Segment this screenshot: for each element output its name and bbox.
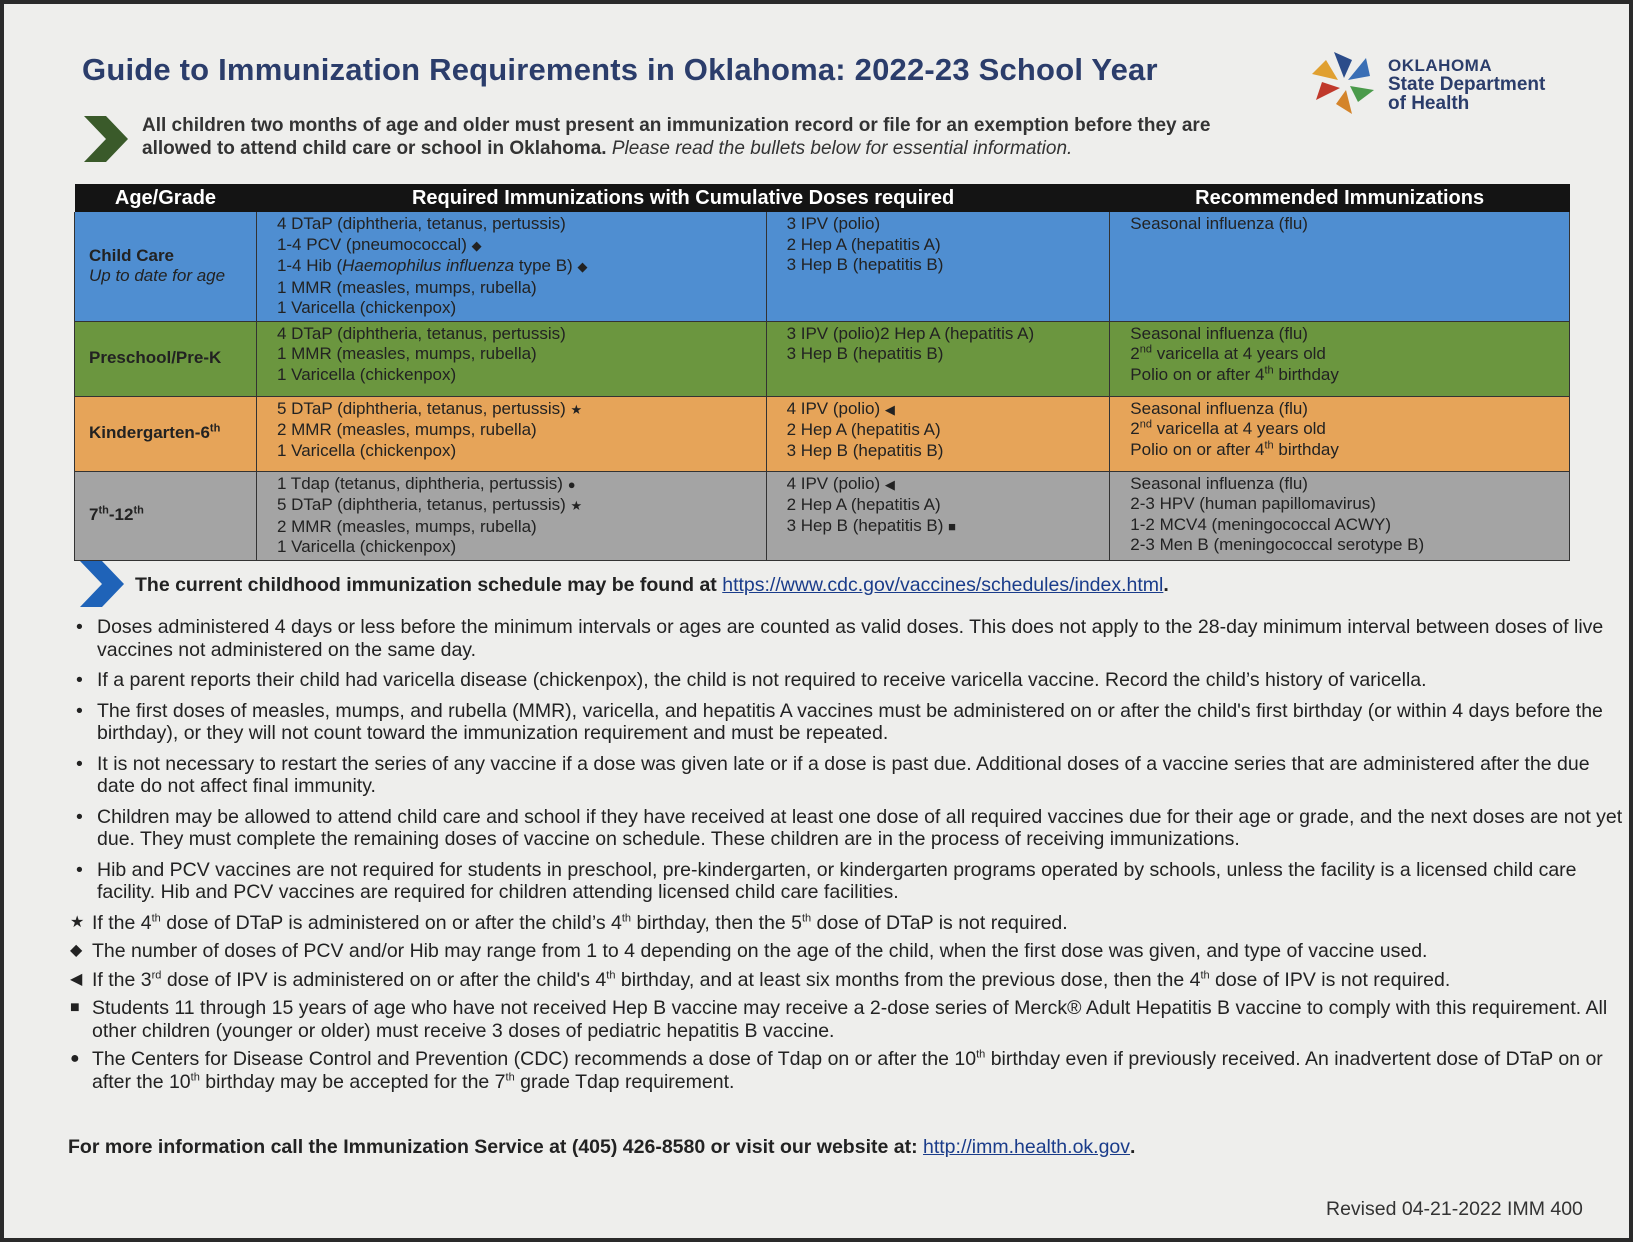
schedule-text: The current childhood immunization schedule may be found at <box>135 574 717 596</box>
required-cell <box>766 212 1110 321</box>
footnote-text: If the 3rd dose of IPV is administered on or after the child's 4th birthday, and at least six months from the previous dose, then the 4th dose of IPV is not required. <box>92 968 1451 991</box>
recommended-item: 2nd varicella at 4 years old <box>1130 343 1326 363</box>
footer-text: For more information call the Immunization Service at (405) 426-8580 or visit our website at: <box>68 1136 918 1158</box>
revision-note: Revised 04-21-2022 IMM 400 <box>1326 1198 1583 1220</box>
vaccine-item: 1 Varicella (chickenpox) <box>276 440 457 460</box>
intro-bold: All children two months of age and older must present an immunization record or file for an exemption before they are allowed to attend child care or school in Oklahoma. <box>142 115 1211 159</box>
vaccine-item: 2 MMR (measles, mumps, rubella) <box>276 516 537 536</box>
header-required: Required Immunizations with Cumulative Doses required <box>256 184 1109 212</box>
vaccine-item: 5 DTaP (diphtheria, tetanus, pertussis) ★ <box>276 398 583 418</box>
logo-line-3: of Health <box>1388 93 1470 114</box>
required-cell <box>256 321 766 396</box>
recommended-item: Polio on or after 4th birthday <box>1130 438 1339 459</box>
logo-line-2: State Department <box>1388 74 1546 95</box>
vaccine-item: 2 Hep A (hepatitis A) <box>786 495 941 514</box>
list-item <box>70 753 1629 798</box>
footnote-symbol-icon: ● <box>70 1050 80 1067</box>
bullet-dot-icon: • <box>76 805 83 828</box>
header-recommended: Recommended Immunizations <box>1110 184 1570 212</box>
footnote-item <box>70 997 1629 1042</box>
bullet-dot-icon: • <box>76 669 83 691</box>
footnote-item <box>70 1048 1629 1093</box>
table-body <box>75 212 1570 560</box>
footnote-symbol-icon: ■ <box>948 518 956 534</box>
list-item <box>70 700 1629 745</box>
vaccine-item: 4 IPV (polio) ◀ <box>786 473 895 493</box>
recommended-cell <box>1110 212 1570 321</box>
vaccine-item: 2 Hep A (hepatitis A) <box>786 234 941 254</box>
vaccine-item: 1-4 PCV (pneumococcal) ◆ <box>276 234 482 254</box>
vaccine-item: 3 Hep B (hepatitis B) ■ <box>786 515 956 535</box>
bullet-dot-icon: • <box>76 752 83 775</box>
footnote-symbol-icon: ◆ <box>577 259 588 274</box>
recommended-item: 2-3 Men B (meningococcal serotype B) <box>1130 535 1425 554</box>
footnote-symbol-icon: ★ <box>570 401 583 417</box>
vaccine-item: 3 IPV (polio)2 Hep A (hepatitis A) <box>786 323 1035 343</box>
age-label: Child Care <box>89 245 175 265</box>
footnote-symbol-icon: ★ <box>70 913 85 931</box>
vaccine-item: 3 Hep B (hepatitis B) <box>786 255 944 274</box>
recommended-item: 2nd varicella at 4 years old <box>1130 418 1326 438</box>
required-cell <box>766 471 1110 560</box>
recommended-item: Seasonal influenza (flu) <box>1130 323 1308 343</box>
age-note: Up to date for age <box>89 266 226 286</box>
bullet-text: The first doses of measles, mumps, and rubella (MMR), varicella, and hepatitis A vaccines must be administered on or after the child's first birthday (or within 4 days before the birthday), or they will not count toward the immunization requirement and must be repeated. <box>97 699 1603 744</box>
footnote-symbol-icon: ● <box>567 476 576 492</box>
immunization-guide-sheet <box>4 4 1629 1238</box>
list-item <box>70 859 1629 904</box>
intro-text <box>142 114 1242 160</box>
recommended-item: Seasonal influenza (flu) <box>1130 214 1308 233</box>
recommended-item: Seasonal influenza (flu) <box>1130 473 1308 493</box>
bullet-text: If a parent reports their child had varicella disease (chickenpox), the child is not required to receive varicella vaccine. Record the child’s history of varicella. <box>97 669 1427 691</box>
table-row <box>75 471 1570 560</box>
vaccine-item: 1 Varicella (chickenpox) <box>276 298 457 317</box>
recommended-item: 2-3 HPV (human papillomavirus) <box>1130 494 1376 513</box>
footnote-symbol-icon: ◆ <box>471 237 482 253</box>
blue-chevron-icon <box>80 561 124 607</box>
vaccine-item: 5 DTaP (diphtheria, tetanus, pertussis) ★ <box>276 495 583 514</box>
intro-italic: Please read the bullets below for essential information. <box>611 138 1073 159</box>
imm-website-link[interactable]: http://imm.health.ok.gov <box>923 1136 1131 1158</box>
age-grade-cell <box>75 212 257 321</box>
footnote-symbol-icon: ◆ <box>70 942 83 959</box>
required-cell <box>256 471 766 560</box>
required-cell <box>766 396 1110 471</box>
required-cell <box>256 396 766 471</box>
cdc-schedule-link[interactable]: https://www.cdc.gov/vaccines/schedules/index.html <box>722 574 1164 596</box>
footnote-text: If the 4th dose of DTaP is administered on or after the child’s 4th birthday, then the 5th dose of DTaP is not required. <box>92 911 1068 934</box>
recommended-cell <box>1110 321 1570 396</box>
age-grade-cell <box>75 321 257 396</box>
recommended-item: 1-2 MCV4 (meningococcal ACWY) <box>1130 514 1392 534</box>
age-label: Preschool/Pre-K <box>89 348 222 368</box>
footnote-symbol-icon: ◀ <box>884 476 895 492</box>
age-label: Kindergarten-6th <box>89 422 221 443</box>
footnote-text: The number of doses of PCV and/or Hib may range from 1 to 4 depending on the age of the child, when the first dose was given, and type of vaccine used. <box>92 940 1428 962</box>
bullet-dot-icon: • <box>76 699 83 722</box>
bullet-dot-icon: • <box>76 858 83 881</box>
vaccine-item: 1-4 Hib (Haemophilus influenza type B) ◆ <box>276 256 588 275</box>
bullet-dot-icon: • <box>76 616 83 638</box>
footnote-symbol-icon: ■ <box>70 999 80 1016</box>
footer-contact: For more information call the Immunization Service at (405) 426-8580 or visit our website at: http://imm.health.ok.gov. <box>68 1136 1136 1158</box>
recommended-cell <box>1110 471 1570 560</box>
vaccine-item: 3 Hep B (hepatitis B) <box>786 344 944 363</box>
bullet-text: It is not necessary to restart the series of any vaccine if a dose was given late or if a dose is past due. Additional doses of a vaccine series that are administered after the due date do not affect final immunity. <box>97 752 1590 797</box>
required-cell <box>256 212 766 321</box>
requirements-table <box>74 184 1570 561</box>
age-grade-cell <box>75 396 257 471</box>
recommended-item: Seasonal influenza (flu) <box>1130 398 1308 418</box>
list-item <box>70 669 1629 692</box>
vaccine-item: 1 MMR (measles, mumps, rubella) <box>276 344 537 363</box>
vaccine-item: 4 DTaP (diphtheria, tetanus, pertussis) <box>276 323 566 343</box>
schedule-line: The current childhood immunization schedule may be found at https://www.cdc.gov/vaccines/schedules/index.html. <box>135 574 1169 596</box>
age-grade-cell <box>75 471 257 560</box>
footnote-item <box>70 969 1629 992</box>
footnote-symbol-icon: ★ <box>570 498 583 513</box>
page-title: Guide to Immunization Requirements in Oklahoma: 2022-23 School Year <box>82 52 1158 87</box>
footnote-symbol-icon: ◀ <box>70 970 83 988</box>
vaccine-item: 2 MMR (measles, mumps, rubella) <box>276 420 537 439</box>
bullet-text: Children may be allowed to attend child care and school if they have received at least one dose of all required vaccines due for their age or grade, and the next doses are not yet due. They must complete the remaining doses of vaccine on schedule. These children are in the process of receiving immunizations. <box>97 805 1623 850</box>
footnote-item <box>70 940 1629 963</box>
vaccine-item: 1 MMR (measles, mumps, rubella) <box>276 277 537 297</box>
bullet-list <box>70 616 1629 1099</box>
footnote-item <box>70 912 1629 935</box>
green-chevron-icon <box>84 116 128 162</box>
required-cell <box>766 321 1110 396</box>
bullet-text: Hib and PCV vaccines are not required for students in preschool, pre-kindergarten, or kindergarten programs operated by schools, unless the facility is a licensed child care facility. Hib and PCV vaccines are required for children attending licensed child care facilities. <box>97 858 1577 903</box>
table-row <box>75 321 1570 396</box>
vaccine-item: 3 IPV (polio) <box>786 214 881 233</box>
bullet-text: Doses administered 4 days or less before the minimum intervals or ages are counted as valid doses. This does not apply to the 28-day minimum interval between doses of live vaccines not administered on the same day. <box>97 616 1604 661</box>
vaccine-item: 1 Varicella (chickenpox) <box>276 364 457 384</box>
vaccine-item: 2 Hep A (hepatitis A) <box>786 420 941 439</box>
vaccine-item: 1 Varicella (chickenpox) <box>276 537 457 556</box>
vaccine-item: 3 Hep B (hepatitis B) <box>786 440 944 460</box>
logo-line-1: OKLAHOMA <box>1388 56 1493 75</box>
table-row <box>75 212 1570 321</box>
vaccine-item: 4 DTaP (diphtheria, tetanus, pertussis) <box>276 214 566 233</box>
table-row <box>75 396 1570 471</box>
footnote-text: Students 11 through 15 years of age who have not received Hep B vaccine may receive a 2-dose series of Merck® Adult Hepatitis B vaccine to comply with this requirement. All other children (younger or older) must receive 3 doses of pediatric hepatitis B vaccine. <box>92 997 1608 1042</box>
list-item <box>70 806 1629 851</box>
vaccine-item: 1 Tdap (tetanus, diphtheria, pertussis) ● <box>276 473 576 493</box>
age-label: 7th-12th <box>89 504 144 525</box>
osdh-logo-text <box>1388 56 1545 113</box>
recommended-cell <box>1110 396 1570 471</box>
list-item <box>70 616 1629 661</box>
header-age: Age/Grade <box>75 184 257 212</box>
footnote-text: The Centers for Disease Control and Prevention (CDC) recommends a dose of Tdap on or after the 10th birthday even if previously received. An inadvertent dose of DTaP on or after the 10th birthday may be accepted for the 7th grade Tdap requirement. <box>92 1048 1603 1093</box>
recommended-item: Polio on or after 4th birthday <box>1130 363 1339 384</box>
footnote-symbol-icon: ◀ <box>884 401 895 417</box>
vaccine-item: 4 IPV (polio) ◀ <box>786 398 895 418</box>
